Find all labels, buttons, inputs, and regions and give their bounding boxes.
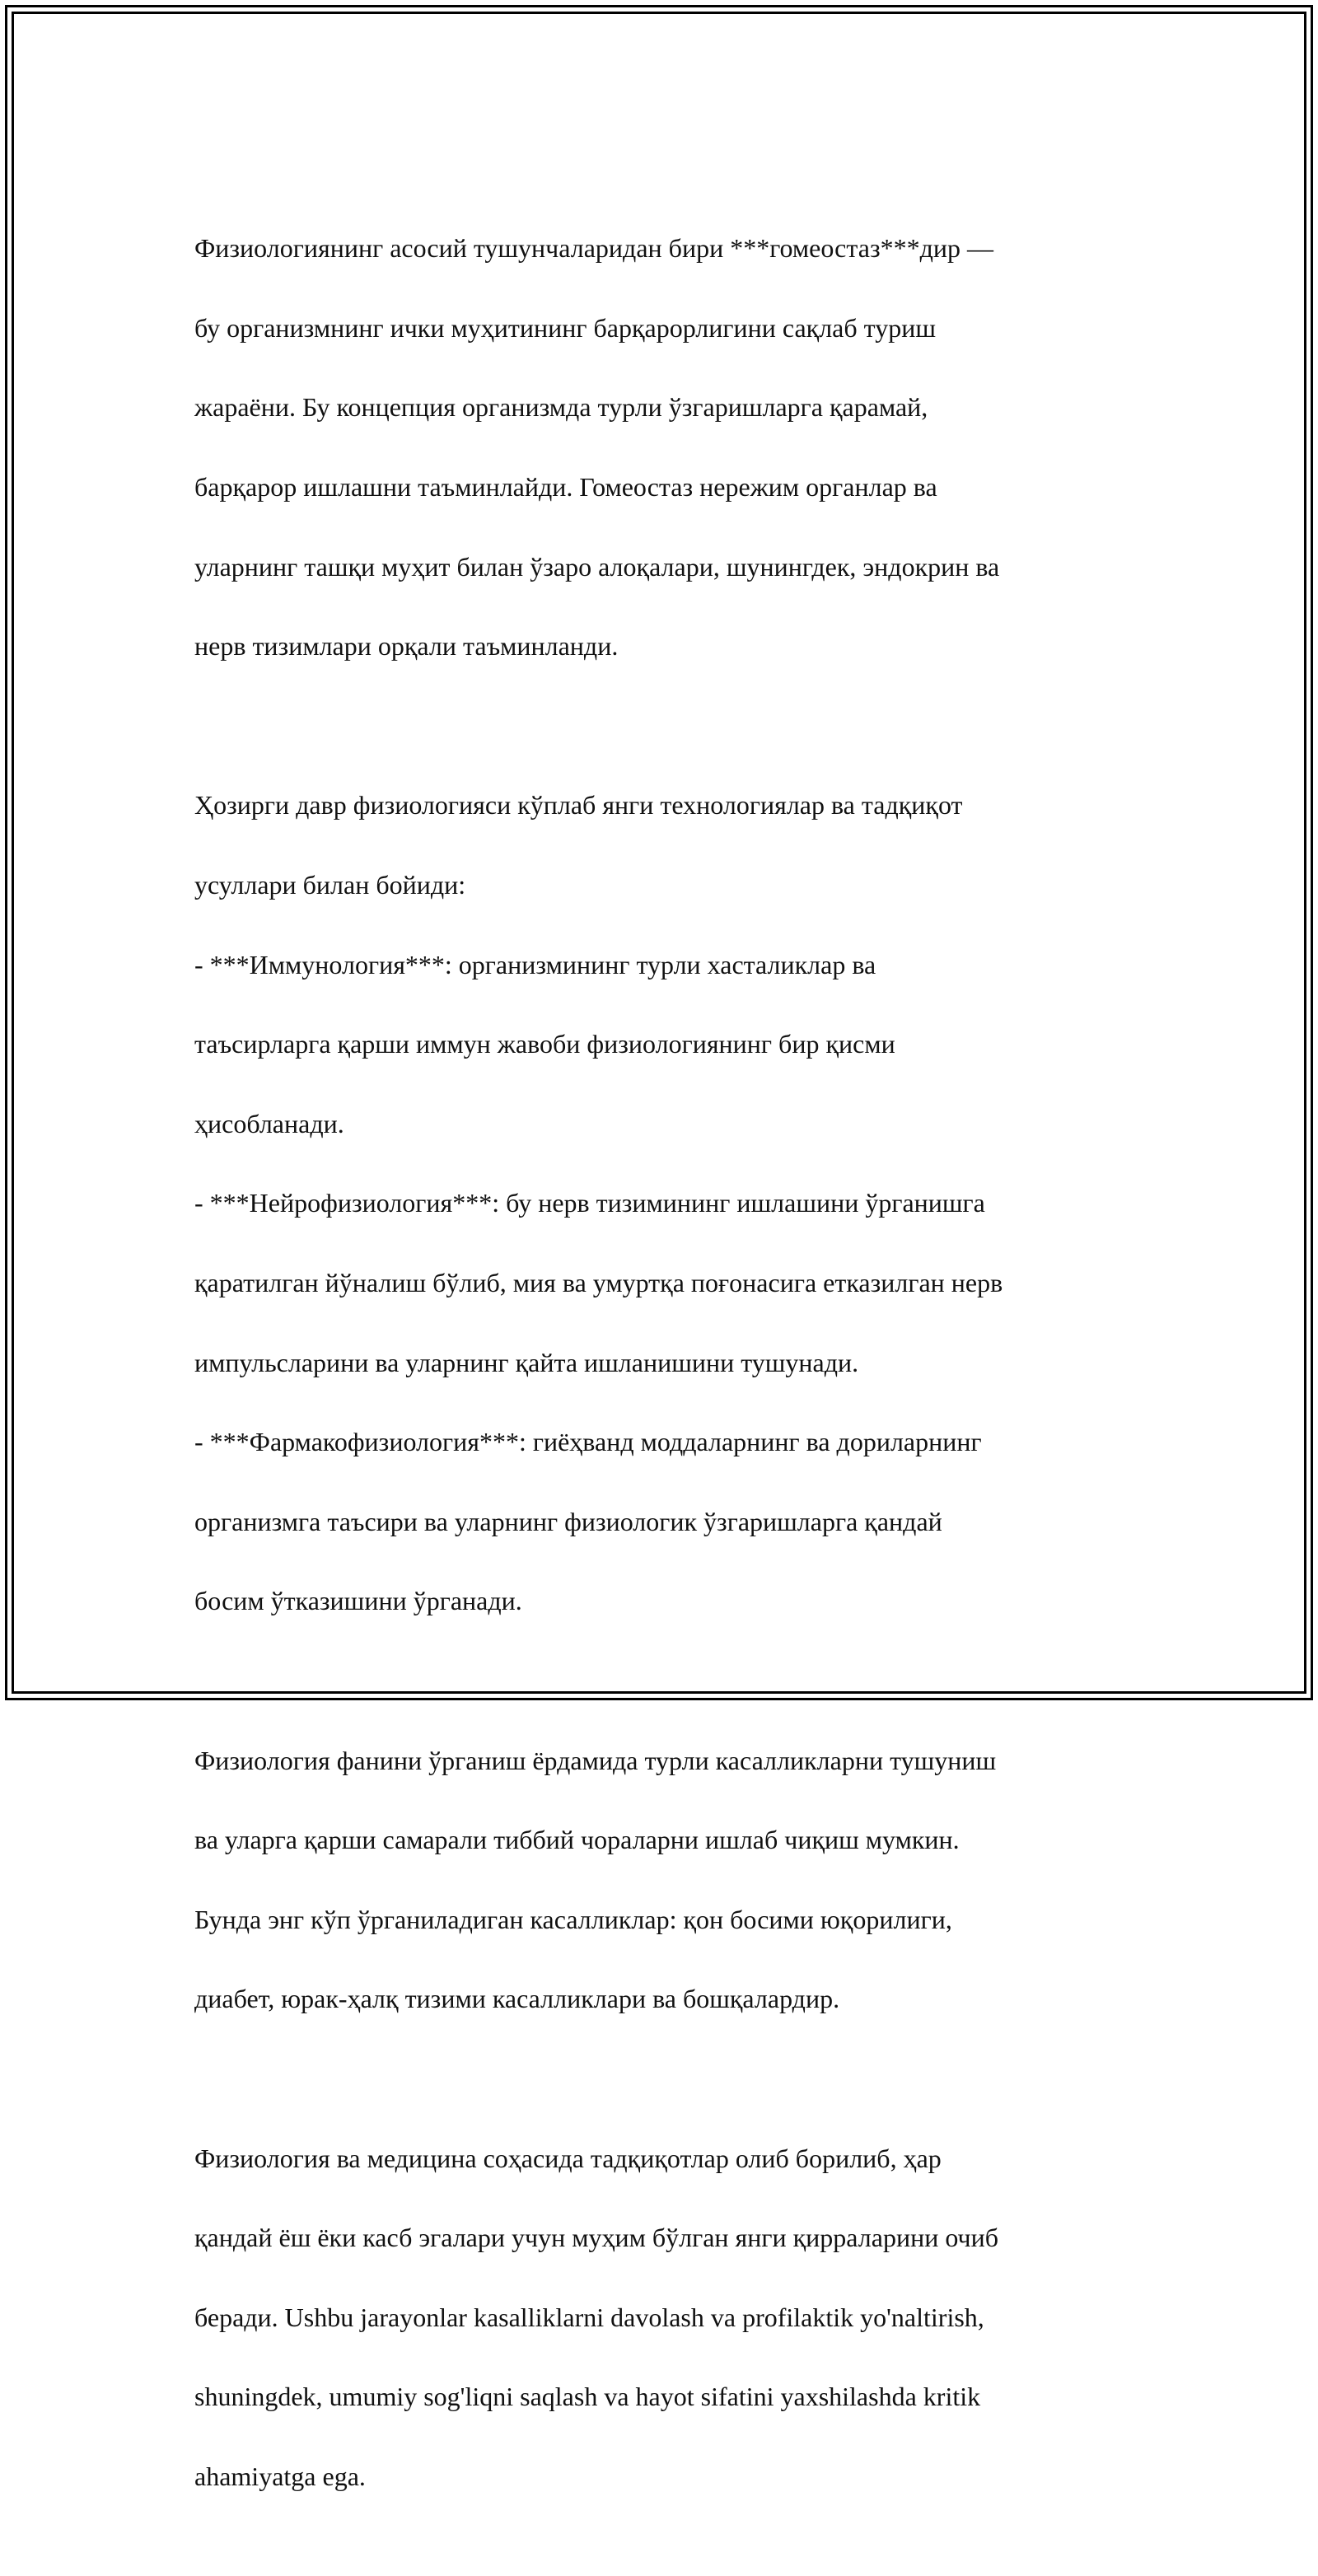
text-line: бу организмнинг ички муҳитининг барқарорлигини сақлаб туриш (194, 312, 936, 343)
text-line: импульсларини ва уларнинг қайта ишланишини тушунади. (194, 1347, 859, 1377)
text-line: таъсирларга қарши иммун жавоби физиологиянинг бир қисми (194, 1029, 895, 1059)
text-line: қаратилган йўналиш бўлиб, мия ва умуртқа поғонасига етказилган нерв (194, 1268, 1003, 1298)
text-line: барқарор ишлашни таъминлайди. Гомеостаз нережим органлар ва (194, 472, 937, 503)
text-line: қандай ёш ёки касб эгалари учун муҳим бўлган янги қирраларини очиб (194, 2223, 998, 2253)
text-line: усуллари билан бойиди: (194, 870, 466, 900)
text-line: босим ўтказишини ўрганади. (194, 1586, 522, 1616)
text-line: Физиологиянинг асосий тушунчаларидан бири ***гомеостаз***дир — (194, 233, 993, 264)
text-line: жараёни. Бу концепция организмда турли ўзгаришларга қарамай, (194, 392, 928, 423)
text-line: нерв тизимлари орқали таъминланди. (194, 631, 619, 662)
text-line: shuningdek, umumiy sog'liqni saqlash va hayot sifatini yaxshilashda kritik (194, 2382, 981, 2412)
paragraph-diseases (194, 1700, 1133, 2059)
list-item-immunology: - ***Иммунология***: организмининг турли хасталиклар ва (194, 949, 876, 979)
text-line: Физиология ва медицина соҳасида тадқиқотлар олиб борилиб, ҳар (194, 2143, 942, 2173)
text-line: Ҳозирги давр физиологияси кўплаб янги технологиялар ва тадқиқот (194, 790, 963, 820)
text-line: беради. Ushbu jarayonlar kasalliklarni davolash va profilaktik yo'naltirish, (194, 2302, 984, 2332)
list-item-pharmacophysiology: - ***Фармакофизиология***: гиёҳванд моддаларнинг ва дориларнинг (194, 1427, 982, 1457)
paragraph-homeostasis (194, 189, 1133, 706)
text-line: организмга таъсири ва уларнинг физиологик ўзгаришларга қандай (194, 1506, 942, 1536)
paragraph-modern-physiology (194, 746, 1133, 1661)
text-line: уларнинг ташқи муҳит билан ўзаро алоқалари, шунингдек, эндокрин ва (194, 551, 1000, 582)
text-line: диабет, юрак-ҳалқ тизими касалликлари ва бошқалардир. (194, 1984, 840, 2014)
text-line: Бунда энг кўп ўрганиладиган касалликлар: қон босими юқорилиги, (194, 1904, 952, 1934)
text-line: Физиология фанини ўрганиш ёрдамида турли касалликларни тушуниш (194, 1745, 997, 1775)
text-line: ва уларга қарши самарали тиббий чораларни ишлаб чиқиш мумкин. (194, 1825, 960, 1855)
document-body (194, 189, 1133, 2576)
paragraph-research (194, 2098, 1133, 2536)
list-item-neurophysiology: - ***Нейрофизиология***: бу нерв тизимининг ишлашини ўрганишга (194, 1188, 985, 1218)
text-line: ahamiyatga ega. (194, 2461, 366, 2491)
text-line: ҳисобланади. (194, 1108, 344, 1138)
